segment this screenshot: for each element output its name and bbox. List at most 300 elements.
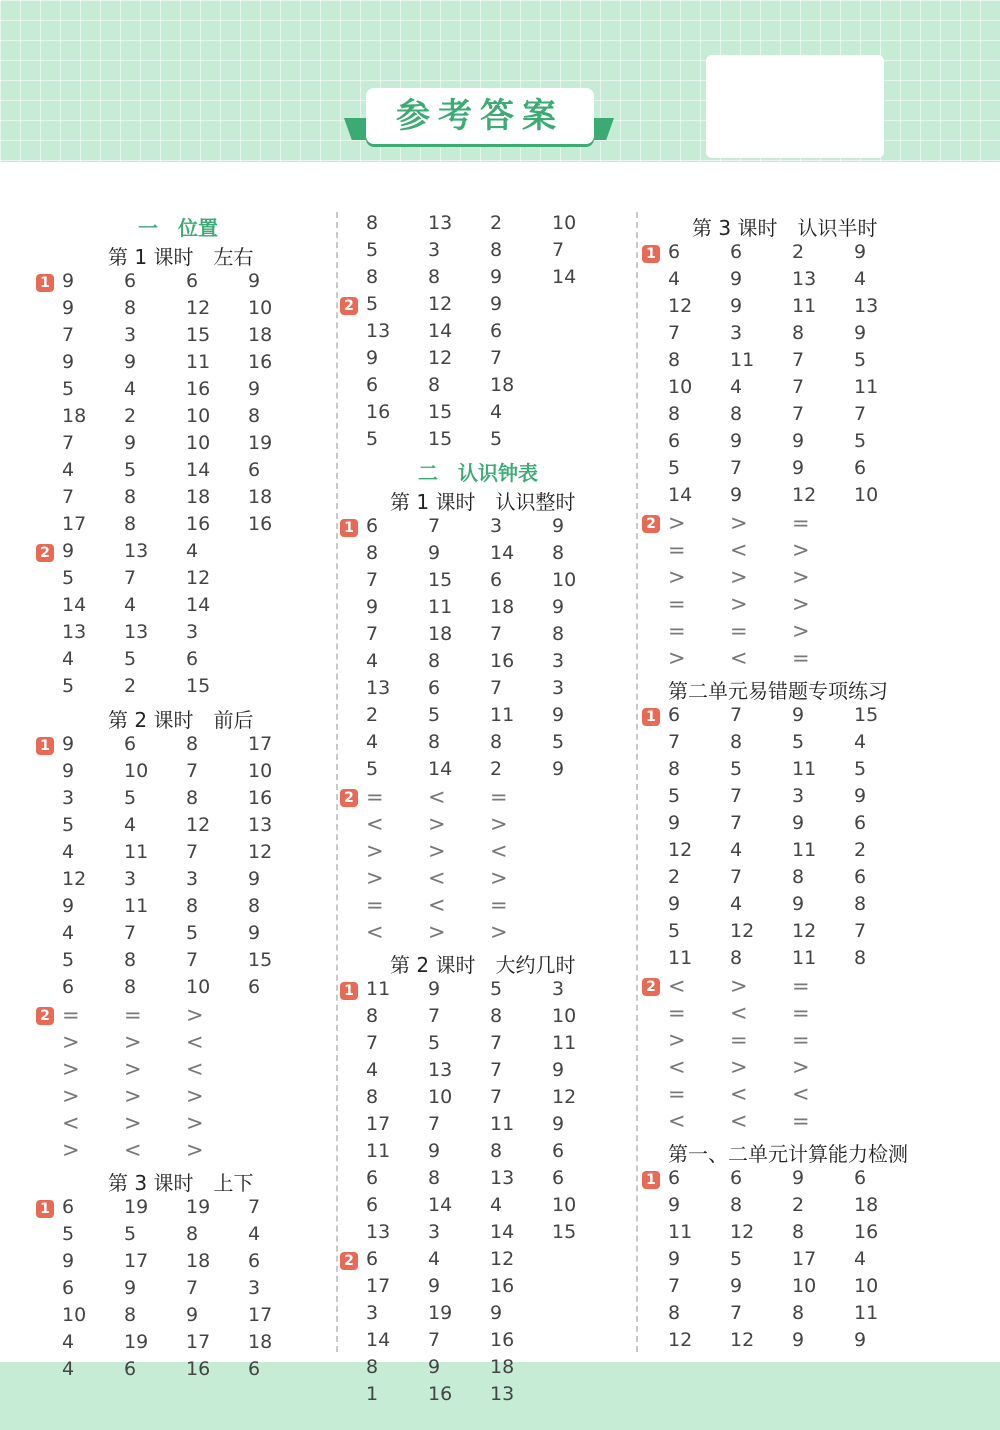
answer-cell: < [730, 1082, 748, 1106]
answer-cell: 9 [428, 1275, 441, 1297]
answer-cell: 6 [854, 1167, 867, 1189]
answer-cell: 9 [428, 1356, 441, 1378]
answer-cell: 4 [124, 814, 137, 836]
answer-cell: 5 [186, 922, 199, 944]
answer-cell: > [730, 592, 748, 616]
answer-cell: 3 [62, 787, 75, 809]
answer-cell: 12 [668, 1329, 693, 1351]
answer-cell: 7 [366, 623, 379, 645]
answer-cell: 8 [366, 1356, 379, 1378]
answer-cell: 13 [124, 540, 149, 562]
answer-cell: 7 [552, 239, 565, 261]
answer-cell: 8 [124, 949, 137, 971]
answer-cell: 7 [62, 486, 75, 508]
answer-cell: 7 [366, 569, 379, 591]
answer-cell: 14 [490, 542, 515, 564]
answer-cell: 5 [668, 785, 681, 807]
question-number-badge: 2 [340, 1252, 358, 1270]
answer-cell: 19 [248, 432, 273, 454]
answer-cell: 5 [124, 648, 137, 670]
answer-cell: 8 [854, 893, 867, 915]
answer-cell: 18 [248, 324, 273, 346]
answer-cell: 9 [792, 893, 805, 915]
answer-cell: 8 [854, 947, 867, 969]
answer-cell: = [668, 1082, 686, 1106]
answer-cell: 5 [62, 949, 75, 971]
answer-cell: 5 [668, 920, 681, 942]
answer-cell: 2 [668, 866, 681, 888]
answer-cell: 3 [366, 1302, 379, 1324]
answer-cell: 9 [668, 893, 681, 915]
answer-cell: 9 [792, 812, 805, 834]
answer-cell: > [730, 511, 748, 535]
chapter-heading: 二 认识钟表 [418, 461, 538, 485]
answer-cell: 13 [124, 621, 149, 643]
answer-cell: > [490, 920, 508, 944]
answer-cell: 8 [428, 266, 441, 288]
answer-cell: 9 [490, 1302, 503, 1324]
answer-cell: 7 [730, 1302, 743, 1324]
answer-cell: 14 [428, 758, 453, 780]
answer-cell: = [490, 785, 508, 809]
answer-cell: 8 [248, 405, 261, 427]
answer-cell: 8 [366, 212, 379, 234]
answer-cell: = [668, 619, 686, 643]
answer-cell: 15 [428, 428, 453, 450]
answer-cell: 8 [366, 266, 379, 288]
answer-cell: > [62, 1138, 80, 1162]
question-number-badge: 2 [642, 978, 660, 996]
answer-cell: 8 [490, 1005, 503, 1027]
lesson-heading: 第 3 课时 认识半时 [692, 216, 878, 240]
answer-cell: 14 [186, 594, 211, 616]
answer-cell: 6 [366, 1167, 379, 1189]
answer-cell: 7 [428, 1005, 441, 1027]
answer-cell: > [490, 812, 508, 836]
answer-cell: 7 [730, 704, 743, 726]
answer-cell: 13 [366, 677, 391, 699]
answer-cell: 5 [124, 1223, 137, 1245]
answer-cell: > [668, 511, 686, 535]
answer-cell: 9 [552, 758, 565, 780]
question-number-badge: 1 [36, 274, 54, 292]
answer-cell: 11 [490, 1113, 515, 1135]
answer-cell: 9 [792, 704, 805, 726]
answer-cell: 6 [366, 374, 379, 396]
answer-cell: 7 [730, 812, 743, 834]
answer-cell: 4 [248, 1223, 261, 1245]
answer-cell: 16 [186, 378, 211, 400]
answer-cell: 5 [428, 1032, 441, 1054]
answer-cell: = [124, 1003, 142, 1027]
answer-cell: 9 [62, 895, 75, 917]
answer-cell: 8 [490, 731, 503, 753]
answer-cell: 2 [366, 704, 379, 726]
answer-cell: 11 [186, 351, 211, 373]
answer-cell: 19 [428, 1302, 453, 1324]
answer-cell: 9 [490, 293, 503, 315]
answer-cell: 8 [730, 1194, 743, 1216]
answer-cell: 7 [668, 731, 681, 753]
answer-cell: 11 [854, 376, 879, 398]
answer-cell: 9 [552, 515, 565, 537]
answer-cell: 4 [490, 401, 503, 423]
answer-cell: 16 [186, 1358, 211, 1380]
answer-cell: 13 [490, 1383, 515, 1405]
answer-cell: 7 [730, 457, 743, 479]
answer-cell: 8 [668, 403, 681, 425]
answer-cell: 14 [428, 1194, 453, 1216]
lesson-heading: 第一、二单元计算能力检测 [668, 1142, 908, 1166]
answer-cell: < [668, 1109, 686, 1133]
answer-cell: 9 [668, 1248, 681, 1270]
answer-cell: 9 [854, 241, 867, 263]
answer-cell: 10 [62, 1304, 87, 1326]
answer-cell: 8 [792, 866, 805, 888]
answer-cell: 12 [62, 868, 87, 890]
answer-cell: 14 [366, 1329, 391, 1351]
answer-cell: < [124, 1138, 142, 1162]
answer-cell: 18 [490, 596, 515, 618]
question-number-badge: 2 [340, 789, 358, 807]
answer-cell: 2 [490, 758, 503, 780]
answer-cell: 14 [62, 594, 87, 616]
answer-cell: 9 [62, 733, 75, 755]
answer-cell: 4 [366, 1059, 379, 1081]
answer-cell: > [668, 1028, 686, 1052]
answer-cell: < [730, 1001, 748, 1025]
answer-cell: 7 [490, 1059, 503, 1081]
answer-cell: > [124, 1057, 142, 1081]
answer-cell: < [186, 1057, 204, 1081]
answer-cell: 6 [186, 648, 199, 670]
answer-cell: 9 [730, 295, 743, 317]
lesson-heading: 第 2 课时 大约几时 [390, 953, 576, 977]
answer-cell: 15 [428, 401, 453, 423]
answer-cell: 4 [668, 268, 681, 290]
answer-cell: 6 [668, 430, 681, 452]
answer-cell: 5 [366, 293, 379, 315]
answer-cell: = [490, 893, 508, 917]
answer-cell: 7 [668, 322, 681, 344]
answer-cell: = [730, 619, 748, 643]
answer-cell: 9 [248, 378, 261, 400]
answer-cell: 15 [854, 704, 879, 726]
answer-cell: 15 [428, 569, 453, 591]
answer-cell: = [792, 1028, 810, 1052]
answer-cell: < [366, 812, 384, 836]
answer-cell: 10 [428, 1086, 453, 1108]
answer-cell: 13 [366, 320, 391, 342]
answer-cell: 9 [124, 432, 137, 454]
answer-cell: 7 [730, 866, 743, 888]
answer-cell: 9 [62, 1250, 75, 1272]
answer-cell: 16 [186, 513, 211, 535]
answer-cell: 13 [248, 814, 273, 836]
answer-cell: 6 [854, 812, 867, 834]
answer-cell: 3 [428, 1221, 441, 1243]
answer-cell: 9 [792, 430, 805, 452]
answer-cell: 13 [854, 295, 879, 317]
answer-cell: 11 [552, 1032, 577, 1054]
answer-cell: 3 [552, 677, 565, 699]
answer-cell: 9 [428, 542, 441, 564]
lesson-heading: 第 1 课时 左右 [108, 245, 254, 269]
answer-cell: 8 [366, 1086, 379, 1108]
answer-cell: 9 [124, 1277, 137, 1299]
answer-cell: 12 [730, 1221, 755, 1243]
answer-cell: 5 [854, 758, 867, 780]
answer-cell: 9 [668, 812, 681, 834]
answer-cell: 12 [490, 1248, 515, 1270]
answer-cell: 10 [552, 1194, 577, 1216]
answer-cell: 5 [62, 1223, 75, 1245]
question-number-badge: 2 [36, 1007, 54, 1025]
answer-cell: 9 [854, 1329, 867, 1351]
question-number-badge: 2 [340, 297, 358, 315]
answer-cell: 5 [668, 457, 681, 479]
answer-cell: 7 [854, 920, 867, 942]
answer-cell: 16 [248, 787, 273, 809]
answer-cell: 16 [428, 1383, 453, 1405]
answer-cell: 8 [552, 623, 565, 645]
answer-cell: 8 [124, 1304, 137, 1326]
answer-cell: 7 [792, 403, 805, 425]
answer-cell: 5 [366, 758, 379, 780]
answer-cell: 8 [186, 787, 199, 809]
answer-cell: 10 [854, 1275, 879, 1297]
answer-cell: < [730, 646, 748, 670]
answer-cell: 7 [792, 376, 805, 398]
answer-cell: 5 [490, 978, 503, 1000]
answer-cell: 3 [248, 1277, 261, 1299]
answer-cell: > [668, 646, 686, 670]
answer-cell: 4 [186, 540, 199, 562]
answer-cell: 7 [428, 515, 441, 537]
answer-cell: 9 [186, 1304, 199, 1326]
answer-cell: 1 [366, 1383, 379, 1405]
answer-cell: 10 [552, 1005, 577, 1027]
answer-cell: 16 [854, 1221, 879, 1243]
answer-cell: > [186, 1003, 204, 1027]
answer-cell: 17 [248, 1304, 273, 1326]
question-number-badge: 1 [642, 245, 660, 263]
answer-cell: 7 [428, 1329, 441, 1351]
answer-cell: 4 [428, 1248, 441, 1270]
answer-cell: < [792, 1082, 810, 1106]
answer-cell: 6 [552, 1140, 565, 1162]
header-note-box [706, 55, 884, 158]
answer-cell: 16 [490, 650, 515, 672]
answer-cell: = [62, 1003, 80, 1027]
answer-cell: = [730, 1028, 748, 1052]
answer-cell: 4 [366, 650, 379, 672]
answer-cell: 8 [792, 322, 805, 344]
answer-cell: 18 [428, 623, 453, 645]
answer-cell: > [730, 1055, 748, 1079]
answer-cell: 4 [124, 594, 137, 616]
answer-cell: 8 [428, 731, 441, 753]
answer-cell: 8 [186, 733, 199, 755]
answer-cell: 19 [124, 1331, 149, 1353]
answer-cell: 6 [62, 976, 75, 998]
answer-cell: 12 [668, 839, 693, 861]
answer-cell: 8 [366, 1005, 379, 1027]
answer-cell: 17 [792, 1248, 817, 1270]
question-number-badge: 2 [36, 544, 54, 562]
answer-cell: 7 [124, 567, 137, 589]
answer-cell: 6 [248, 976, 261, 998]
answer-cell: 4 [124, 378, 137, 400]
answer-cell: 18 [854, 1194, 879, 1216]
answer-cell: 3 [124, 324, 137, 346]
answer-cell: 5 [62, 675, 75, 697]
answer-cell: 5 [730, 1248, 743, 1270]
answer-cell: 17 [124, 1250, 149, 1272]
answer-cell: 10 [854, 484, 879, 506]
answer-cell: 9 [730, 1275, 743, 1297]
answer-cell: 4 [366, 731, 379, 753]
answer-cell: 11 [490, 704, 515, 726]
answer-cell: > [186, 1084, 204, 1108]
answer-cell: 3 [552, 978, 565, 1000]
answer-cell: 12 [428, 347, 453, 369]
answer-cell: 19 [124, 1196, 149, 1218]
answer-cell: 9 [668, 1194, 681, 1216]
answer-cell: = [792, 974, 810, 998]
answer-cell: > [668, 565, 686, 589]
answer-cell: 8 [428, 650, 441, 672]
answer-cell: 9 [248, 270, 261, 292]
answer-cell: 3 [552, 650, 565, 672]
answer-cell: > [792, 1055, 810, 1079]
answer-cell: 17 [366, 1113, 391, 1135]
answer-cell: 10 [124, 760, 149, 782]
answer-cell: 4 [62, 648, 75, 670]
answer-cell: 6 [124, 1358, 137, 1380]
answer-cell: = [668, 1001, 686, 1025]
answer-cell: 8 [366, 542, 379, 564]
answer-cell: 8 [730, 403, 743, 425]
answer-cell: 9 [792, 1167, 805, 1189]
answer-cell: 8 [730, 731, 743, 753]
answer-cell: 12 [186, 567, 211, 589]
answer-cell: 12 [552, 1086, 577, 1108]
answer-cell: 8 [792, 1221, 805, 1243]
answer-cell: 17 [186, 1331, 211, 1353]
answer-cell: 8 [428, 374, 441, 396]
answer-cell: 11 [668, 1221, 693, 1243]
answer-cell: 14 [186, 459, 211, 481]
answer-cell: = [792, 1001, 810, 1025]
answer-cell: 19 [186, 1196, 211, 1218]
answer-cell: 9 [366, 596, 379, 618]
answer-cell: 8 [428, 1167, 441, 1189]
answer-cell: 6 [124, 270, 137, 292]
answer-cell: 6 [248, 1358, 261, 1380]
answer-cell: 9 [552, 596, 565, 618]
answer-cell: 9 [428, 978, 441, 1000]
answer-cell: 4 [62, 841, 75, 863]
answer-cell: 9 [552, 1113, 565, 1135]
answer-cell: 18 [490, 1356, 515, 1378]
answer-cell: 13 [428, 1059, 453, 1081]
answer-cell: 14 [668, 484, 693, 506]
answer-cell: 4 [62, 1331, 75, 1353]
answer-cell: 8 [124, 297, 137, 319]
answer-cell: 6 [730, 1167, 743, 1189]
answer-cell: 6 [248, 1250, 261, 1272]
question-number-badge: 1 [642, 1171, 660, 1189]
answer-cell: 4 [62, 1358, 75, 1380]
answer-cell: 11 [792, 758, 817, 780]
answer-cell: > [186, 1111, 204, 1135]
answer-cell: 10 [792, 1275, 817, 1297]
answer-cell: 5 [490, 428, 503, 450]
answer-cell: 9 [552, 704, 565, 726]
answer-cell: 8 [186, 895, 199, 917]
answer-cell: 2 [792, 1194, 805, 1216]
answer-cell: 12 [428, 293, 453, 315]
answer-cell: < [428, 785, 446, 809]
answer-cell: 9 [792, 457, 805, 479]
answer-cell: 12 [186, 297, 211, 319]
page-header [0, 0, 1000, 162]
answer-cell: > [428, 839, 446, 863]
answer-cell: 12 [730, 920, 755, 942]
answer-cell: 4 [854, 268, 867, 290]
answer-cell: 7 [248, 1196, 261, 1218]
answer-cell: 16 [366, 401, 391, 423]
answer-cell: 3 [730, 322, 743, 344]
answer-cell: 8 [730, 947, 743, 969]
answer-cell: 12 [248, 841, 273, 863]
answer-cell: > [490, 866, 508, 890]
answer-cell: > [62, 1084, 80, 1108]
answer-cell: 15 [186, 324, 211, 346]
answer-cell: 18 [248, 486, 273, 508]
answer-cell: 10 [248, 760, 273, 782]
answer-cell: 7 [62, 324, 75, 346]
answer-cell: > [792, 565, 810, 589]
answer-cell: 6 [124, 733, 137, 755]
lesson-heading: 第 3 课时 上下 [108, 1171, 254, 1195]
answer-cell: < [668, 974, 686, 998]
chapter-heading: 一 位置 [138, 216, 218, 240]
answer-cell: > [62, 1057, 80, 1081]
answer-cell: 3 [124, 868, 137, 890]
answer-cell: = [366, 785, 384, 809]
answer-cell: > [366, 866, 384, 890]
answer-cell: = [792, 1109, 810, 1133]
answer-cell: 12 [668, 295, 693, 317]
answer-cell: 7 [186, 1277, 199, 1299]
answer-cell: 10 [186, 405, 211, 427]
answer-cell: 6 [854, 866, 867, 888]
answer-cell: 11 [854, 1302, 879, 1324]
answer-cell: 7 [854, 403, 867, 425]
answer-cell: 6 [62, 1277, 75, 1299]
answer-cell: 17 [366, 1275, 391, 1297]
answer-cell: 9 [730, 430, 743, 452]
answer-cell: 5 [62, 567, 75, 589]
lesson-heading: 第 2 课时 前后 [108, 708, 254, 732]
answer-cell: 9 [552, 1059, 565, 1081]
answer-cell: > [730, 974, 748, 998]
answer-cell: 15 [552, 1221, 577, 1243]
answer-cell: 9 [248, 922, 261, 944]
answer-cell: 14 [428, 320, 453, 342]
